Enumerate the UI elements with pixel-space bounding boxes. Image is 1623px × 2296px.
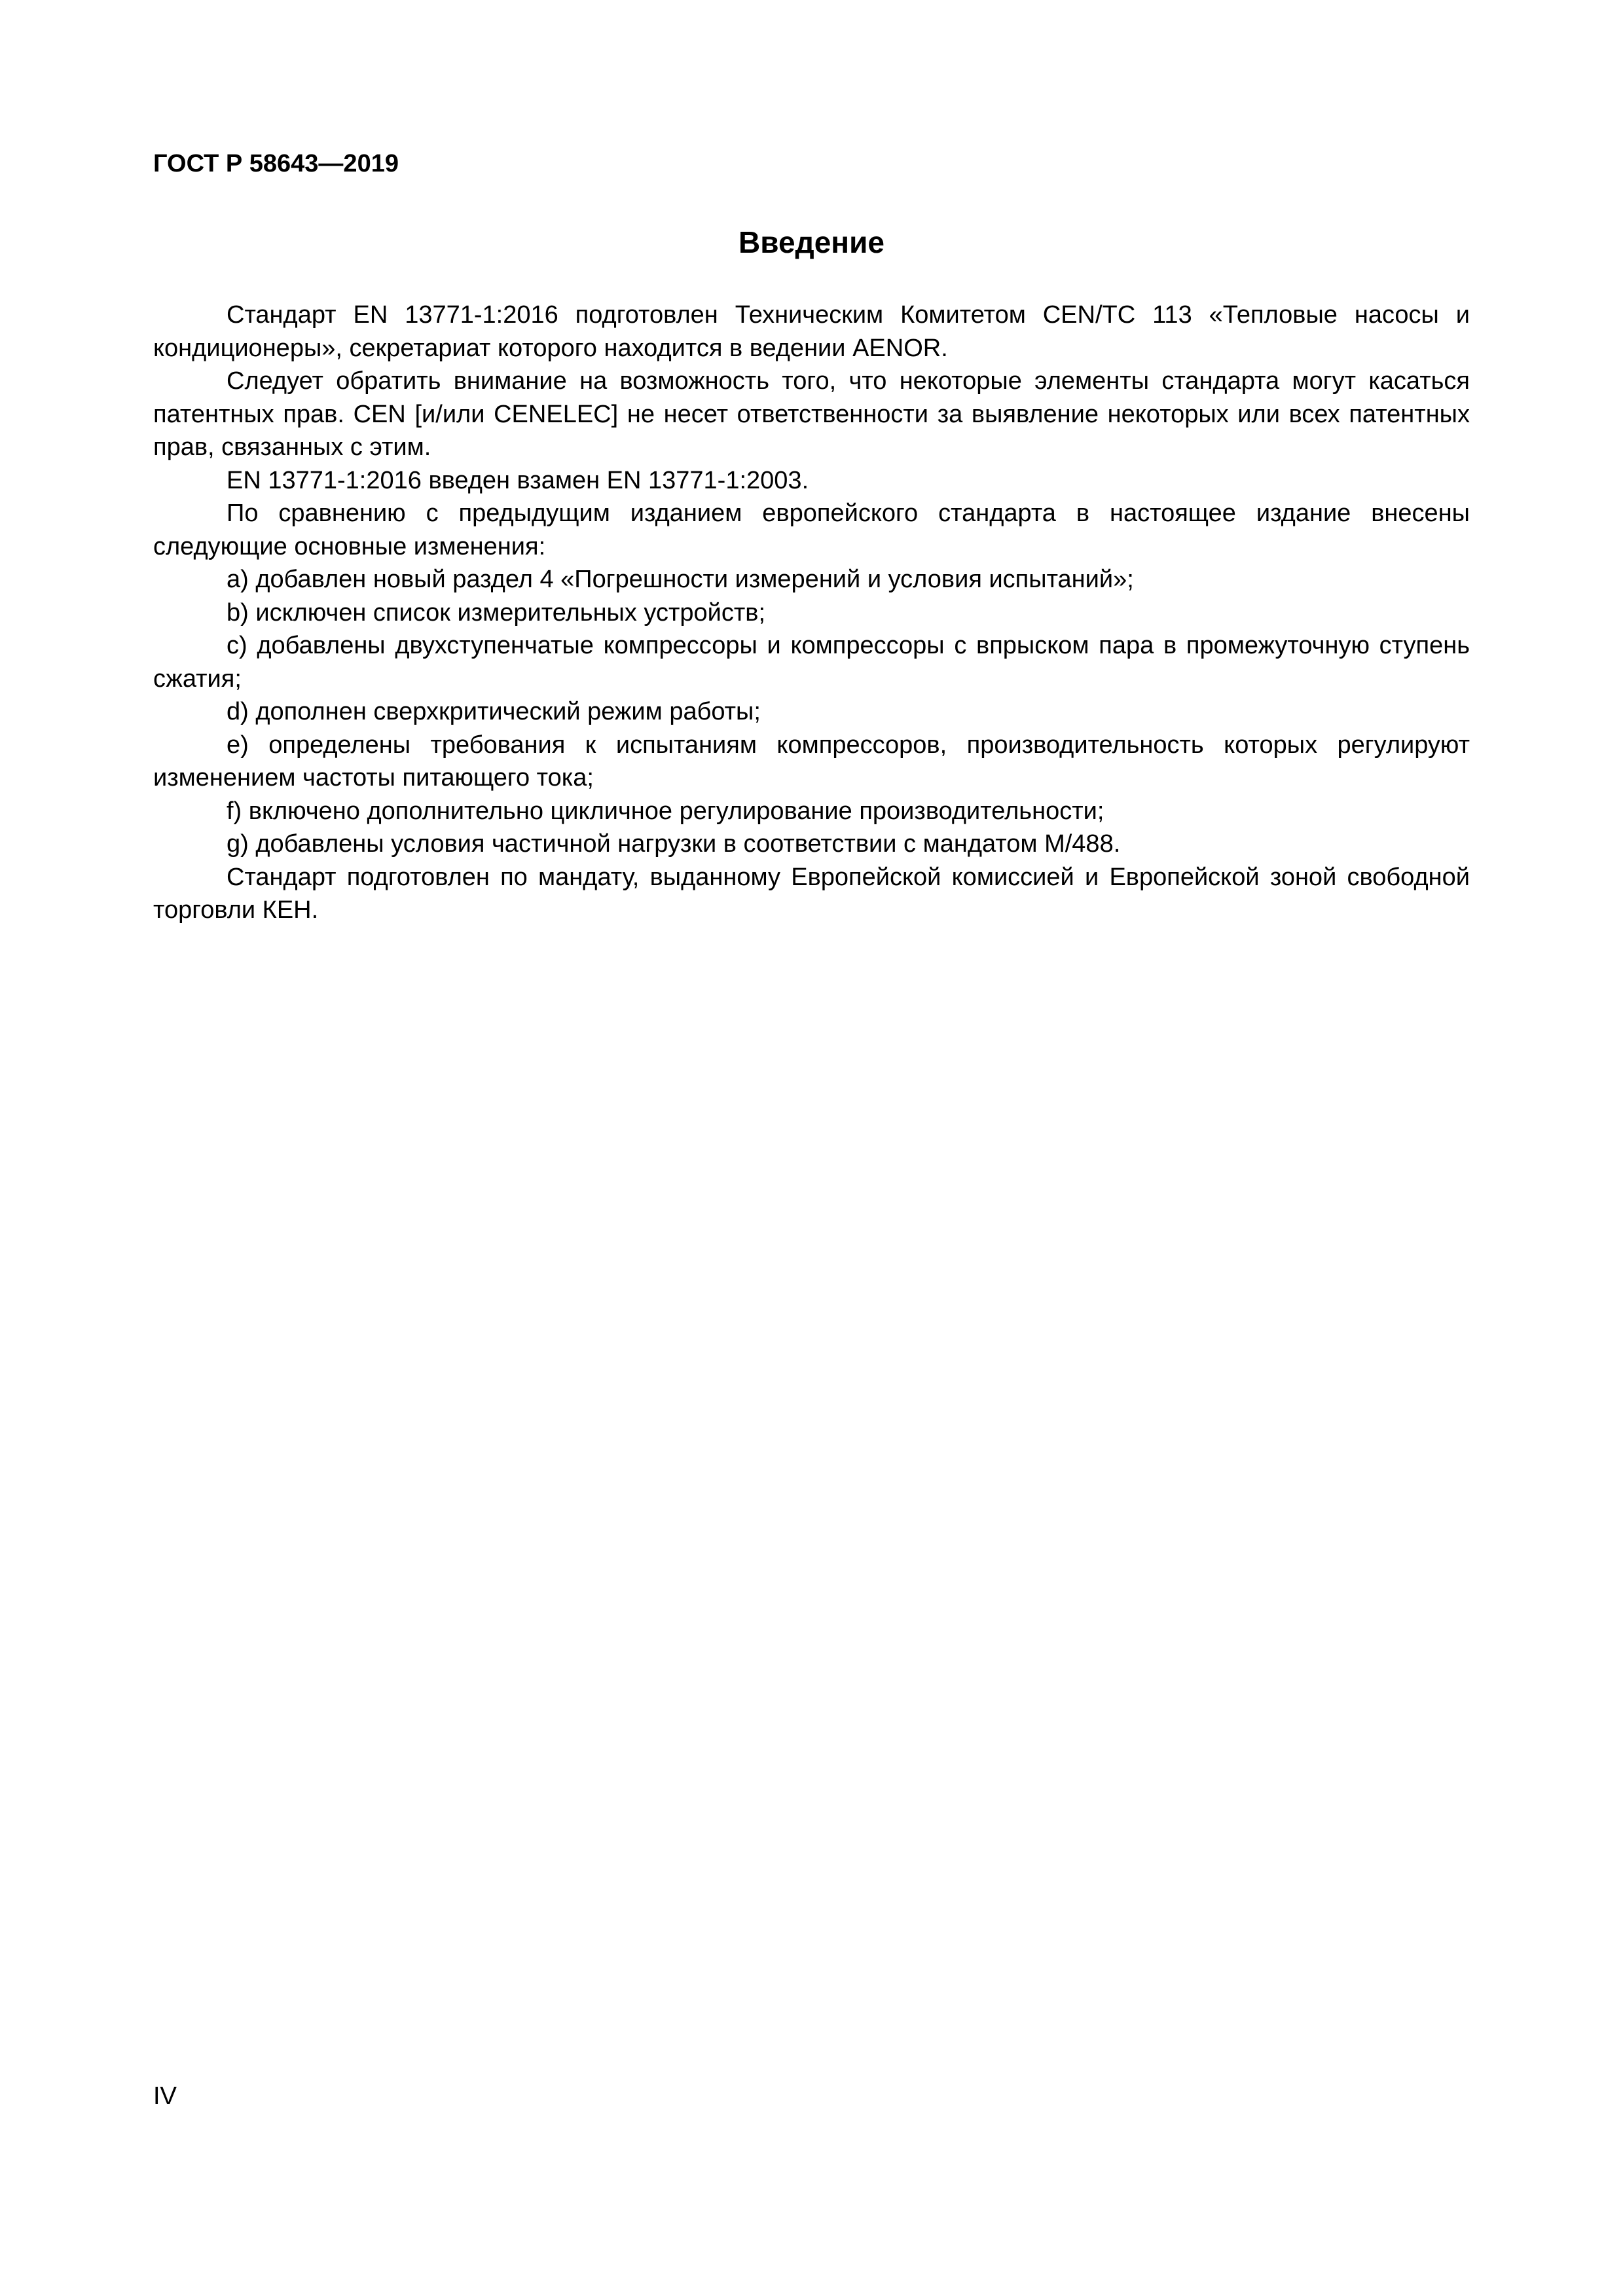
paragraph: По сравнению с предыдущим изданием европейского стандарта в настоящее издание внесены следующие основные изменения: [153,500,1470,560]
list-item: f) включено дополнительно цикличное регулирование производительности; [227,797,1104,825]
paragraph: Стандарт подготовлен по мандату, выданному Европейской комиссией и Европейской зоной свободной торговли КЕН. [153,863,1470,924]
paragraph: Стандарт EN 13771-1:2016 подготовлен Техническим Комитетом CEN/TC 113 «Тепловые насосы и кондиционеры», секретариат которого находится в ведении AENOR. [153,301,1470,362]
list-item: g) добавлены условия частичной нагрузки в соответствии с мандатом M/488. [227,830,1121,858]
paragraph: EN 13771-1:2016 введен взамен EN 13771-1:2003. [227,466,809,494]
list-item: e) определены требования к испытаниям компрессоров, производительность которых регулируют изменением частоты питающего тока; [153,731,1470,792]
document-code: ГОСТ Р 58643—2019 [153,150,399,177]
page-number: IV [153,2083,177,2110]
list-item: b) исключен список измерительных устройств; [227,598,766,627]
section-title: Введение [739,225,884,259]
list-item: c) добавлены двухступенчатые компрессоры и компрессоры с впрыском пара в промежуточную ступень сжатия; [153,632,1470,693]
paragraph: Следует обратить внимание на возможность того, что некоторые элементы стандарта могут касаться патентных прав. CEN [и/или CENELEC] не несет ответственности за выявление некоторых или всех патентных прав, связанных с этим. [153,367,1470,461]
list-item: a) добавлен новый раздел 4 «Погрешности измерений и условия испытаний»; [227,566,1134,593]
introduction-body [153,299,1470,927]
list-item: d) дополнен сверхкритический режим работы; [227,698,761,725]
